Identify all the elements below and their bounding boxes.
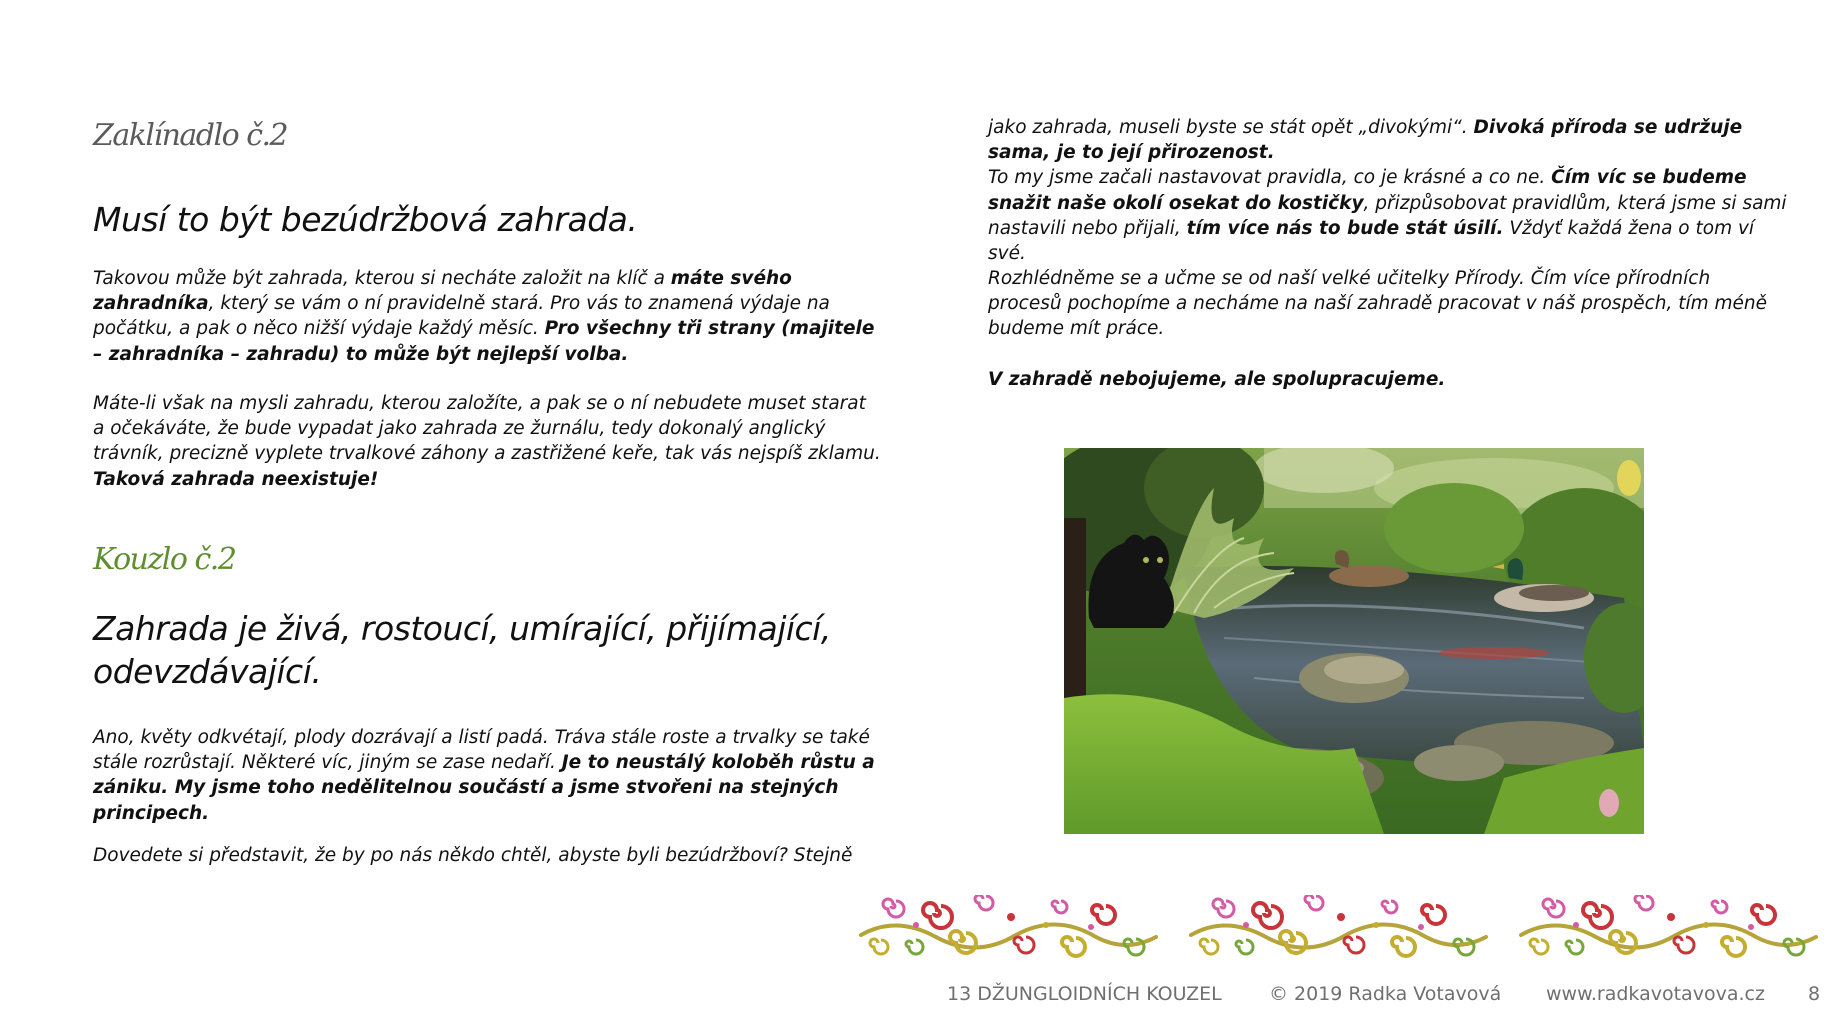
page-number: 8 bbox=[1808, 983, 1821, 1005]
paragraph: jako zahrada, museli byste se stát opět „divokými“. Divoká příroda se udržuje sama, je to její přirozenost. To my jsme začali nastavovat pravidla, co je krásné a co ne. Čím víc se budeme snažit naše okolí osekat do kostičky, přizpůsobovat pravidlům, která jsme si sami nastavili nebo přijali, tím více nás to bude stát úsilí. Vždyť každá žena o tom ví své. bbox=[988, 117, 1787, 265]
emphasis-text: máte svého zahradníka bbox=[93, 268, 792, 315]
emphasis-text: Taková zahrada neexistuje! bbox=[93, 468, 379, 490]
footer-book-title: 13 DŽUNGLOIDNÍCH KOUZEL bbox=[947, 983, 1222, 1005]
section-heading-2: Zahrada je živá, rostoucí, umírající, přijímající, odevzdávající. bbox=[93, 609, 831, 691]
emphasis-text: tím více nás to bude stát úsilí. bbox=[1186, 217, 1504, 239]
emphasis-text: V zahradě nebojujeme, ale spolupracujeme. bbox=[988, 369, 1446, 390]
paragraph: Takovou může být zahrada, kterou si necháte založit na klíč a máte svého zahradníka, který se vám o ní pravidelně stará. Pro vás to znamená výdaje na počátku, a pak o něco nižší výdaje každý měsíc. Pro všechny tři strany (majitele – zahradníka – zahradu) to může být nejlepší volba. bbox=[93, 268, 875, 365]
footer-website-link[interactable]: www.radkavotavova.cz bbox=[1546, 983, 1765, 1005]
paragraph bbox=[988, 367, 1788, 392]
spell-label-2: Kouzlo č.2 bbox=[93, 542, 236, 577]
paragraph: Máte-li však na mysli zahradu, kterou založíte, a pak se o ní nebudete muset starat a očekáváte, že bude vypadat jako zahrada ze žurnálu, tedy dokonalý anglický trávník, precizně vyplete trvalkové záhony a zastřižené keře, tak vás nejspíš zklamu. Taková zahrada neexistuje! bbox=[93, 393, 881, 490]
paragraph: Rozhlédněme se a učme se od naší velké učitelky Přírody. Čím více přírodních procesů pochopíme a necháme na naší zahradě pracovat v náš prospěch, tím méně budeme mít práce. bbox=[988, 268, 1768, 340]
emphasis-text: Divoká příroda se udržuje sama, je to její přirozenost. bbox=[988, 117, 1743, 164]
section-heading-1: Musí to být bezúdržbová zahrada. bbox=[93, 200, 638, 239]
garden-pond-photo bbox=[1064, 448, 1644, 834]
emphasis-text: Je to neustálý koloběh růstu a zániku. My jsme toho nedělitelnou součástí a jsme stvořeni na stejných principech. bbox=[93, 752, 875, 824]
footer-copyright: © 2019 Radka Votavová bbox=[1269, 983, 1502, 1005]
emphasis-text: Čím víc se budeme snažit naše okolí osekat do kostičky bbox=[988, 167, 1747, 214]
decorative-swirl-border bbox=[856, 895, 1847, 965]
emphasis-text: Pro všechny tři strany (majitele – zahradníka – zahradu) to může být nejlepší volba. bbox=[93, 318, 875, 365]
paragraph: Ano, květy odkvétají, plody dozrávají a listí padá. Tráva stále roste a trvalky se také stále rozrůstají. Některé víc, jiným se zase nedaří. Je to neustálý koloběh růstu a zániku. My jsme toho nedělitelnou součástí a jsme stvořeni na stejných principech. bbox=[93, 727, 875, 824]
paragraph: Dovedete si představit, že by po nás někdo chtěl, abyste byli bezúdržboví? Stejně bbox=[93, 845, 853, 866]
spell-label-1: Zaklínadlo č.2 bbox=[93, 118, 288, 153]
